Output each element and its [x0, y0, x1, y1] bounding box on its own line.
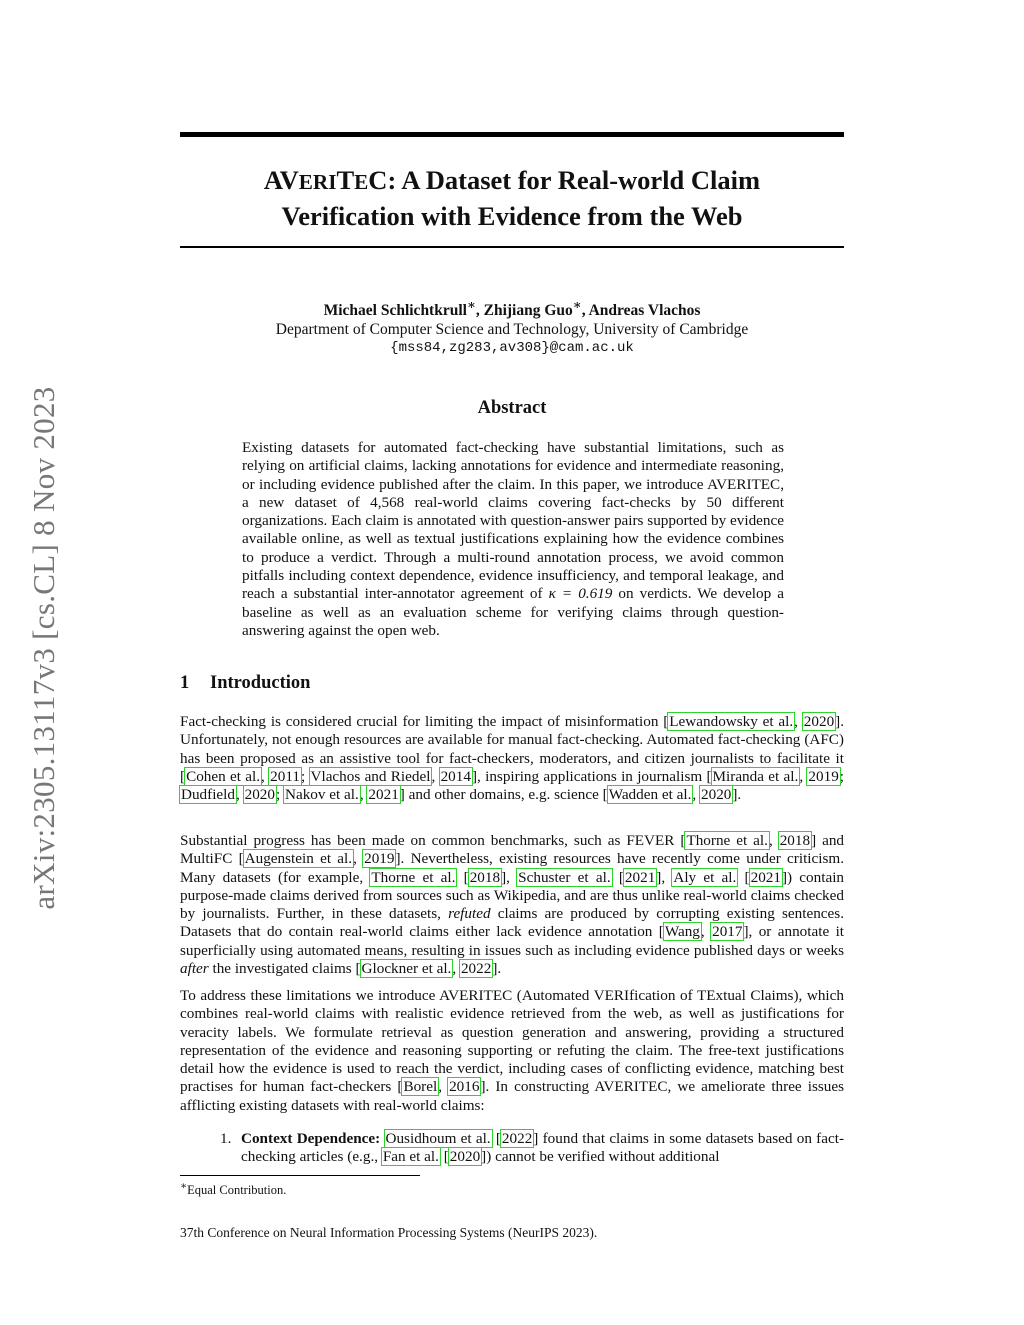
citation-link[interactable]: Wadden et al. — [608, 786, 692, 804]
citation-link[interactable]: 2018 — [469, 868, 501, 886]
abstract-text: on verdicts. We develop a baseline as well as an evaluation scheme for verifying claims through question-answering against the open web. — [242, 585, 784, 639]
author-name: Michael Schlichtkrull — [323, 302, 467, 320]
dataset-name: AVERITEC — [439, 987, 513, 1004]
list-item — [180, 1130, 844, 1167]
list-item-number: 1. — [220, 1130, 232, 1147]
citation-link[interactable]: 2022 — [501, 1130, 533, 1147]
citation-link[interactable]: Schuster et al. — [518, 868, 611, 886]
abstract-heading: Abstract — [477, 398, 547, 418]
abstract-text: Existing datasets for automated fact-checking have substantial limitations, such as relying on artificial claims, lacking annotations for evidence and intermediate reasoning, or including evidence published after the claim. In this paper, we introduce — [242, 439, 784, 493]
citation-link[interactable]: Miranda et al. — [712, 767, 799, 785]
footnote — [180, 1180, 286, 1198]
citation-link[interactable]: Augenstein et al. — [244, 850, 353, 868]
author-names — [180, 295, 844, 320]
intro-paragraph-3: To address these limitations we introduce AVERITEC (Automated VERIfication of TExtual Claims), which combines real-world claims with realistic evidence retrieved from the web, as well as justifications for veracity labels. We formulate retrieval as question generation and answering, providing a structured representation of the evidence and reasoning supporting or refuting the claim. The free-text justifications detail how the evidence is used to reach the verdict, including cases of conflicting evidence, matching best practises for human fact-checkers [Borel, 2016]. In constructing AVERITEC, we ameliorate three issues afflicting existing datasets with real-world claims: — [180, 987, 845, 1114]
affiliation: Department of Computer Science and Technology, University of Cambridge — [275, 321, 749, 339]
intro-paragraph-2: Substantial progress has been made on common benchmarks, such as FEVER [Thorne et al., 2018] and MultiFC [Augenstein et al., 2019]. Nevertheless, existing resources have recently come under criticism. Many datasets (for example, Thorne et al. [2018], Schuster et al. [2021], Aly et al. [2021]) contain purpose-made claims derived from sources such as Wikipedia, and are thus unlike real-world claims checked by journalists. Further, in these datasets, refuted claims are produced by corrupting existing sentences. Datasets that do contain real-world claims either lack evidence annotation [Wang, 2017], or annotate it superficially using automated means, resulting in issues such as including evidence published days or weeks after the investigated claims [Glockner et al., 2022]. — [180, 832, 845, 978]
citation-link[interactable]: Cohen et al. — [186, 767, 261, 785]
footnote-rule — [180, 1175, 420, 1176]
paper-title — [180, 163, 844, 233]
citation-link[interactable]: 2016 — [449, 1078, 480, 1096]
citation-link[interactable]: 2022 — [460, 960, 492, 978]
title-name-part: C — [368, 165, 388, 195]
citation-link[interactable]: Vlachos and Riedel — [310, 767, 431, 785]
citation-link[interactable]: 2018 — [779, 832, 811, 849]
citation-link[interactable]: Dudfield — [181, 786, 235, 804]
title-name-part: ERI — [298, 170, 337, 194]
citation-link[interactable]: Glockner et al. — [361, 960, 452, 978]
citation-link[interactable]: Ousidhoum et al. — [385, 1130, 491, 1147]
citation-link[interactable]: 2020 — [803, 713, 835, 730]
citation-link[interactable]: 2019 — [808, 767, 839, 785]
citation-link[interactable]: 2021 — [750, 868, 781, 886]
kappa-value: κ = 0.619 — [548, 585, 613, 603]
citation-link[interactable]: Lewandowsky et al. — [669, 713, 794, 730]
citation-link[interactable]: 2020 — [701, 786, 732, 804]
arxiv-identifier-text: arXiv:2305.13117v3 [cs.CL] 8 Nov 2023 — [26, 386, 61, 910]
section-heading-introduction — [180, 673, 310, 694]
author-separator: , — [475, 302, 484, 320]
citation-link[interactable]: 2020 — [449, 1148, 481, 1166]
title-name-part: V — [279, 165, 299, 195]
citation-link[interactable]: Aly et al. — [673, 868, 737, 886]
citation-link[interactable]: Fan et al. — [382, 1148, 439, 1166]
footnote-text: Equal Contribution. — [187, 1183, 287, 1198]
citation-link[interactable]: Thorne et al. — [371, 868, 456, 886]
title-name-part: E — [354, 170, 369, 194]
citation-link[interactable]: 2021 — [368, 786, 399, 804]
author-name: Zhijiang Guo — [483, 302, 573, 320]
abstract-body — [242, 439, 784, 640]
title-name-part: T — [336, 165, 355, 195]
citation-link[interactable]: Borel — [403, 1078, 438, 1096]
title-line1: : A Dataset for Real-world Claim — [387, 165, 761, 195]
author-name: , Andreas Vlachos — [581, 302, 701, 320]
citation-link[interactable]: 2020 — [244, 786, 275, 804]
venue-footer: 37th Conference on Neural Information Processing Systems (NeurIPS 2023). — [180, 1225, 598, 1240]
citation-link[interactable]: 2019 — [364, 850, 395, 868]
citation-link[interactable]: 2011 — [270, 767, 300, 785]
bottom-title-rule — [180, 246, 844, 248]
citation-link[interactable]: Wang — [664, 923, 700, 941]
citation-link[interactable]: 2021 — [624, 868, 656, 886]
top-title-rule — [180, 132, 844, 137]
list-item-text: Context Dependence: Ousidhoum et al. [2022] found that claims in some datasets based on fact-checking articles (e.g., Fan et al. [2020]) cannot be verified without additional — [241, 1130, 844, 1166]
abstract-text: , a new dataset of 4,568 real-world claims covering fact-checks by 50 different organizations. Each claim is annotated with question-answer pairs supported by evidence available online, as well as textual justifications explaining how the evidence combines to produce a verdict. Through a multi-round annotation process, we avoid common pitfalls including context dependence, evidence insufficiency, and temporal leakage, and reach a substantial inter-annotator agreement of — [242, 475, 784, 603]
citation-link[interactable]: Nakov et al. — [285, 786, 359, 804]
title-name-part: A — [263, 165, 280, 195]
author-emails: {mss84,zg283,av308}@cam.ac.uk — [390, 340, 634, 357]
citation-link[interactable]: Thorne et al. — [686, 832, 768, 849]
dataset-name: AVERITEC — [707, 475, 781, 493]
section-number: 1 — [180, 673, 190, 693]
title-line2: Verification with Evidence from the Web — [281, 201, 743, 231]
footnote-mark: ∗ — [180, 1181, 188, 1192]
citation-link[interactable]: 2017 — [712, 923, 743, 941]
dataset-name: AVERITEC — [594, 1078, 668, 1096]
citation-link[interactable]: 2014 — [440, 767, 471, 785]
equal-contribution-mark: ∗ — [572, 297, 582, 312]
equal-contribution-mark: ∗ — [466, 297, 476, 312]
author-block — [180, 295, 844, 358]
section-title: Introduction — [210, 673, 311, 693]
intro-paragraph-1: Fact-checking is considered crucial for limiting the impact of misinformation [Lewandowsky et al., 2020]. Unfortunately, not enough resources are available for manual fact-checking. Automated fact-checking (AFC) has been proposed as an assistive tool for fact-checkers, moderators, and citizen journalists to facilitate it [Cohen et al., 2011; Vlachos and Riedel, 2014], inspiring applications in journalism [Miranda et al., 2019; Dudfield, 2020; Nakov et al., 2021] and other domains, e.g. science [Wadden et al., 2020]. — [180, 713, 845, 804]
